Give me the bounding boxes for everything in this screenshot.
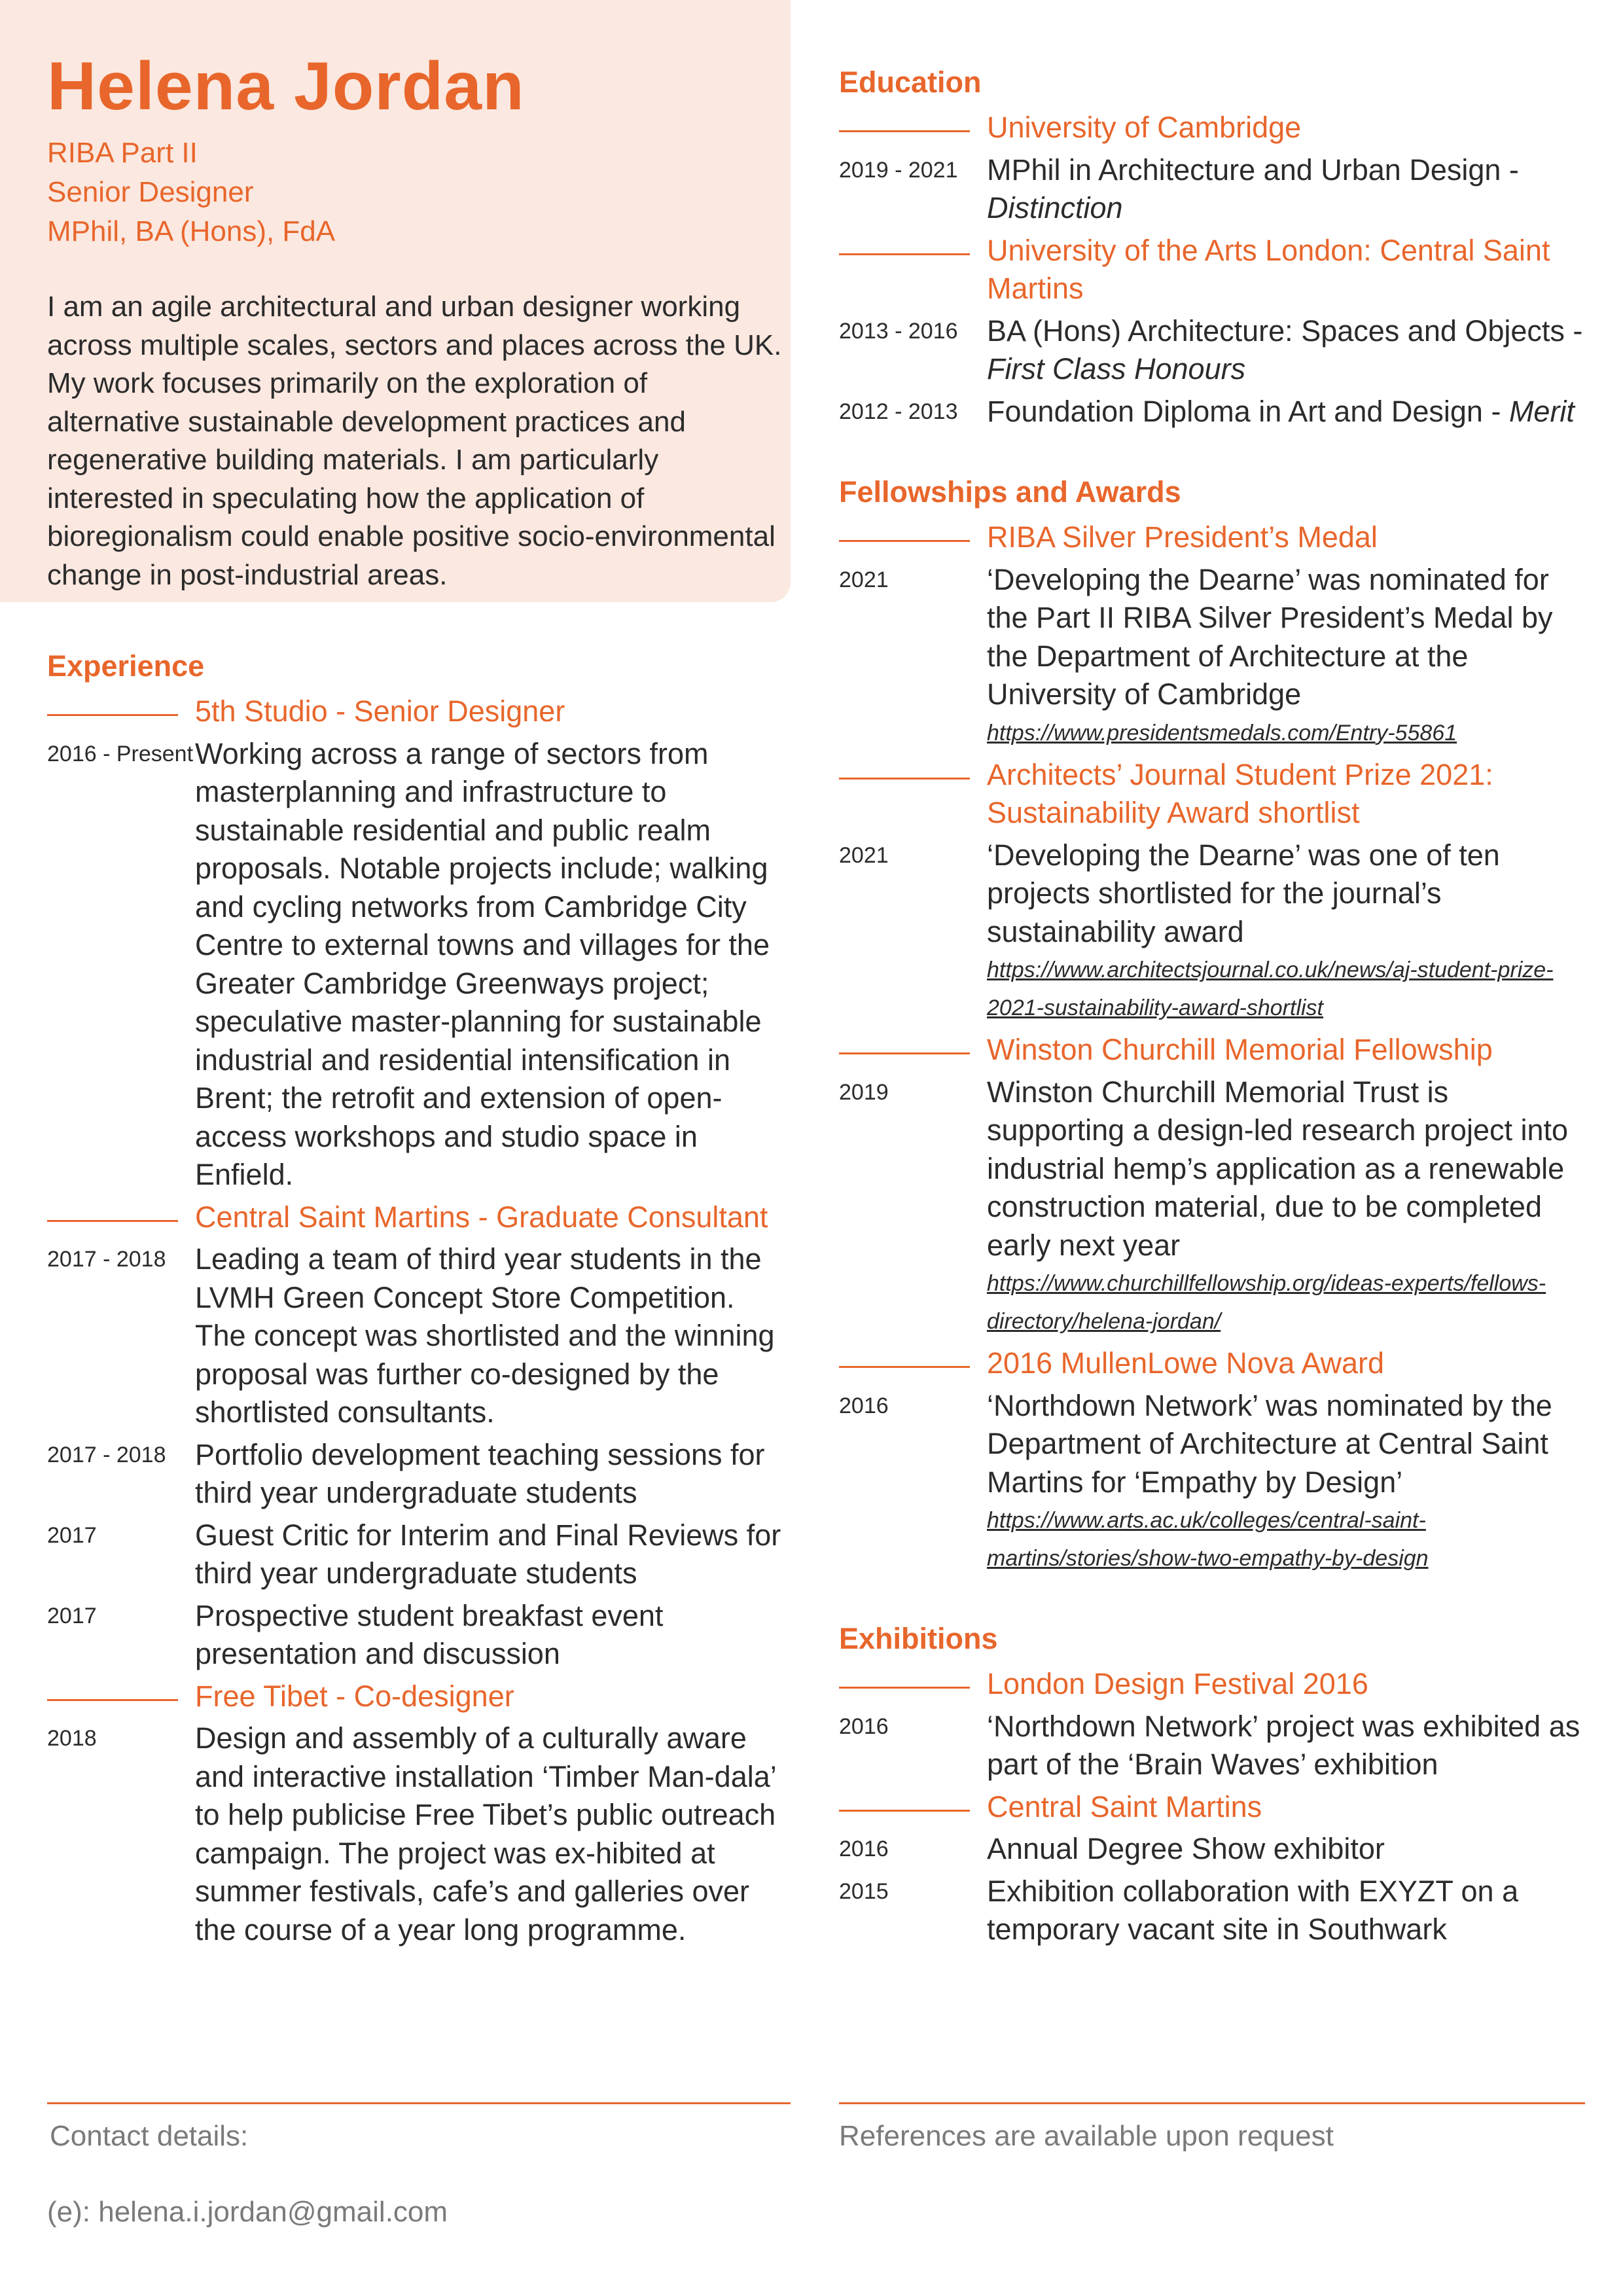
entry-title: University of the Arts London: Central Saint Martins <box>987 233 1550 305</box>
item-text <box>987 1708 1585 1784</box>
item-year: 2018 <box>47 1726 97 1751</box>
entry-title: Central Saint Martins <box>987 1789 1262 1823</box>
item-link[interactable]: https://www.architectsjournal.co.uk/news/aj-student-prize-2021-sustainability-award-shortlist <box>987 958 1554 1020</box>
entry-header <box>47 1677 791 1716</box>
item-text <box>987 1873 1585 1949</box>
section-spacer <box>839 431 1585 473</box>
item-description: Winston Churchill Memorial Trust is supporting a design-led research project into industrial hemp’s application as a renewable construction material, due to be completed early next year <box>987 1075 1569 1262</box>
item-year: 2016 <box>839 1713 889 1739</box>
entry-title: London Design Festival 2016 <box>987 1667 1368 1700</box>
item-description: Foundation Diploma in Art and Design - <box>987 394 1509 428</box>
entry-title: Central Saint Martins - Graduate Consultant <box>195 1200 768 1234</box>
item-text <box>987 1387 1585 1578</box>
email-address[interactable]: (e): helena.i.jordan@gmail.com <box>47 2196 448 2228</box>
item-description: Design and assembly of a culturally aware and interactive installation ‘Timber Man-dala’ to help publicise Free Tibet’s public outreach campaign. The project was ex-hibited at summer festivals, cafe’s and galleries over the course of a year long programme. <box>195 1721 776 1946</box>
item-description: MPhil in Architecture and Urban Design - <box>987 152 1519 187</box>
entry-rule <box>839 253 970 255</box>
item-text <box>195 735 791 1194</box>
entry-item <box>839 393 1585 431</box>
entry-title: Free Tibet - Co-designer <box>195 1679 514 1713</box>
entry-title: RIBA Silver President’s Medal <box>987 520 1378 554</box>
entry-rule <box>839 778 970 780</box>
item-description: ‘Northdown Network’ project was exhibited as part of the ‘Brain Waves’ exhibition <box>987 1709 1580 1781</box>
footer-divider-right <box>839 2102 1585 2104</box>
item-year: 2017 <box>47 1603 97 1628</box>
item-text <box>195 1719 791 1949</box>
item-year: 2017 <box>47 1522 97 1548</box>
entry-header <box>47 1198 791 1237</box>
entry-item <box>47 1597 791 1674</box>
entry-rule <box>839 1052 970 1054</box>
credential-line: MPhil, BA (Hons), FdA <box>47 215 336 247</box>
entry-item <box>839 836 1585 1028</box>
item-link[interactable]: https://www.presidentsmedals.com/Entry-55861 <box>987 720 1457 745</box>
credential-line: Senior Designer <box>47 176 254 208</box>
section-spacer <box>839 1577 1585 1619</box>
item-year: 2017 - 2018 <box>47 1442 166 1467</box>
entry-item <box>47 1719 791 1949</box>
item-year: 2019 <box>839 1079 889 1105</box>
entry-header <box>839 109 1585 147</box>
section-heading: Exhibitions <box>839 1622 998 1655</box>
item-description: ‘Developing the Dearne’ was nominated for the Part II RIBA Silver President’s Medal by the Department of Architecture at the University of Cambridge <box>987 562 1553 711</box>
bio-paragraph: I am an agile architectural and urban designer working across multiple scales, sectors and places across the UK. My work focuses primarily on the exploration of alternative sustainable development practices and regenerative building materials. I am particularly interested in speculating how the application of bioregionalism could enable positive socio-environmental change in post-industrial areas. <box>47 291 782 591</box>
item-text <box>195 1240 791 1432</box>
item-year: 2021 <box>839 842 889 868</box>
entry-item <box>839 1830 1585 1869</box>
entry-item <box>47 1516 791 1593</box>
item-link[interactable]: https://www.churchillfellowship.org/ideas-experts/fellows-directory/helena-jordan/ <box>987 1271 1546 1334</box>
entry-rule <box>839 1810 970 1812</box>
section-heading: Experience <box>47 649 205 683</box>
entry-header <box>839 1344 1585 1383</box>
footer-divider-left <box>47 2102 791 2104</box>
item-description: ‘Northdown Network’ was nominated by the Department of Architecture at Central Saint Martins for ‘Empathy by Design’ <box>987 1388 1552 1499</box>
entry-title: 2016 MullenLowe Nova Award <box>987 1346 1385 1380</box>
item-text <box>195 1597 791 1674</box>
entry-rule <box>47 714 178 716</box>
item-grade: Merit <box>1508 394 1575 428</box>
item-year: 2016 <box>839 1393 889 1418</box>
entry-title: 5th Studio - Senior Designer <box>195 694 565 728</box>
item-description: ‘Developing the Dearne’ was one of ten projects shortlisted for the journal’s sustainability award <box>987 838 1500 948</box>
entry-rule <box>839 1687 970 1689</box>
entry-header <box>47 692 791 731</box>
entry-header <box>839 232 1585 308</box>
item-grade: Distinction <box>987 191 1123 224</box>
item-text <box>195 1436 791 1513</box>
entry-header <box>839 1788 1585 1827</box>
item-year: 2017 - 2018 <box>47 1247 166 1272</box>
contact-label: Contact details: <box>50 2120 249 2152</box>
item-text <box>987 1073 1585 1341</box>
entry-item <box>839 561 1585 752</box>
item-year: 2015 <box>839 1878 889 1904</box>
entry-rule <box>839 540 970 542</box>
entry-item <box>47 735 791 1194</box>
entry-rule <box>47 1220 178 1222</box>
item-text <box>987 393 1585 431</box>
item-text <box>195 1516 791 1593</box>
entry-item <box>47 1240 791 1432</box>
item-description: Guest Critic for Interim and Final Reviews for third year undergraduate students <box>195 1518 781 1590</box>
credentials <box>47 134 335 251</box>
entry-item <box>839 151 1585 228</box>
item-year: 2021 <box>839 567 889 592</box>
entry-header <box>839 756 1585 833</box>
item-year: 2012 - 2013 <box>839 399 958 424</box>
item-year: 2019 - 2021 <box>839 157 958 183</box>
entry-rule <box>839 1366 970 1368</box>
item-description: Annual Degree Show exhibitor <box>987 1832 1385 1865</box>
entry-item <box>839 312 1585 389</box>
entry-item <box>839 1387 1585 1578</box>
entry-item <box>839 1073 1585 1341</box>
item-text <box>987 151 1585 228</box>
item-year: 2013 - 2016 <box>839 318 958 344</box>
entry-title: Architects’ Journal Student Prize 2021: Sustainability Award shortlist <box>987 757 1493 829</box>
references-note: References are available upon request <box>839 2120 1334 2152</box>
item-description: Portfolio development teaching sessions for third year undergraduate students <box>195 1437 765 1509</box>
item-text <box>987 836 1585 1028</box>
item-grade: First Class Honours <box>987 352 1246 386</box>
item-text <box>987 1830 1585 1869</box>
entry-item <box>839 1873 1585 1949</box>
section-heading: Fellowships and Awards <box>839 475 1181 509</box>
entry-item <box>839 1708 1585 1784</box>
entry-header <box>839 1665 1585 1704</box>
entry-item <box>47 1436 791 1513</box>
item-description: Prospective student breakfast event presentation and discussion <box>195 1598 664 1670</box>
item-description: Exhibition collaboration with EXYZT on a temporary vacant site in Southwark <box>987 1874 1519 1946</box>
section-heading: Education <box>839 65 982 99</box>
entry-rule <box>47 1699 178 1701</box>
credential-line: RIBA Part II <box>47 137 198 169</box>
item-description: Working across a range of sectors from masterplanning and infrastructure to sustainable residential and public realm proposals. Notable projects include; walking and cycling networks from Cambridge City Centre to external towns and villages for the Greater Cambridge Greenways project; speculative master-planning for sustainable industrial and residential intensification in Brent; the retrofit and extension of open-access workshops and studio space in Enfield. <box>195 736 770 1191</box>
item-description: BA (Hons) Architecture: Spaces and Objects - <box>987 314 1583 348</box>
item-link[interactable]: https://www.arts.ac.uk/colleges/central-saint-martins/stories/show-two-empathy-by-design <box>987 1508 1429 1571</box>
item-year: 2016 <box>839 1837 889 1861</box>
item-text <box>987 312 1585 389</box>
item-text <box>987 561 1585 752</box>
entry-title: Winston Churchill Memorial Fellowship <box>987 1033 1493 1066</box>
left-column <box>47 647 791 1949</box>
item-year: 2016 - Present <box>47 741 194 766</box>
entry-header <box>839 518 1585 557</box>
candidate-name: Helena Jordan <box>47 48 525 124</box>
entry-title: University of Cambridge <box>987 111 1302 144</box>
entry-header <box>839 1031 1585 1069</box>
item-description: Leading a team of third year students in the LVMH Green Concept Store Competition. The concept was shortlisted and the winning proposal was further co-designed by the shortlisted consultants. <box>195 1242 775 1429</box>
entry-rule <box>839 130 970 132</box>
right-column <box>839 63 1585 1949</box>
